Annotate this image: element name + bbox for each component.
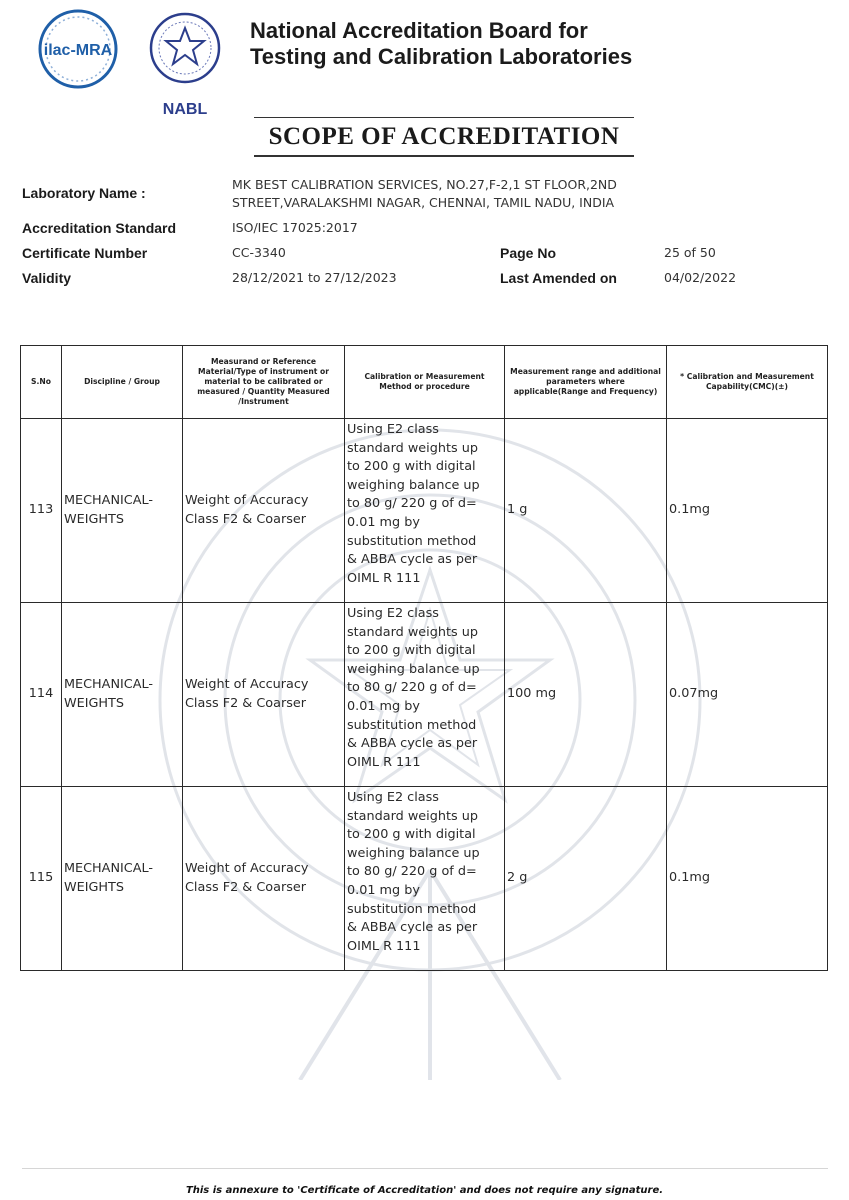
column-header-range: Measurement range and additional parameters where applicable(Range and Frequency) [505,346,667,419]
organization-name [250,18,830,70]
certificate-value: CC-3340 [232,245,286,260]
table-row [21,603,828,787]
cell-measurand: Weight of Accuracy Class F2 & Coarser [183,603,345,787]
lab-name-line-1: MK BEST CALIBRATION SERVICES, NO.27,F-2,1 ST FLOOR,2ND [232,177,617,192]
standard-label: Accreditation Standard [22,220,177,236]
cell-range: 1 g [505,419,667,603]
table-header-row [21,346,828,419]
cell-method: Using E2 class standard weights up to 200 g with digital weighing balance up to 80 g/ 220 g of d= 0.01 mg by substitution method & ABBA cycle as per OIML R 111 [345,603,505,787]
standard-value: ISO/IEC 17025:2017 [232,220,358,235]
column-header-sno: S.No [21,346,62,419]
page-no-value: 25 of 50 [664,245,716,260]
last-amended-label: Last Amended on [500,270,617,286]
org-name-line-1: National Accreditation Board for [250,18,588,43]
cell-method: Using E2 class standard weights up to 200 g with digital weighing balance up to 80 g/ 220 g of d= 0.01 mg by substitution method & ABBA cycle as per OIML R 111 [345,419,505,603]
column-header-measurand: Measurand or Reference Material/Type of instrument or material to be calibrated or measured / Quantity Measured /Instrument [183,346,345,419]
cell-discipline: MECHANICAL- WEIGHTS [62,419,183,603]
lab-name-line-2: STREET,VARALAKSHMI NAGAR, CHENNAI, TAMIL NADU, INDIA [232,195,615,210]
page-no-label: Page No [500,245,557,261]
cell-method: Using E2 class standard weights up to 200 g with digital weighing balance up to 80 g/ 220 g of d= 0.01 mg by substitution method & ABBA cycle as per OIML R 111 [345,787,505,971]
footer-divider [22,1168,828,1169]
ilac-logo-text: ilac-MRA [43,42,113,59]
cell-cmc: 0.1mg [667,419,828,603]
cell-sno: 114 [21,603,62,787]
table-body [21,419,828,971]
scope-table [20,345,828,971]
cell-cmc: 0.1mg [667,787,828,971]
cell-measurand: Weight of Accuracy Class F2 & Coarser [183,419,345,603]
certificate-label: Certificate Number [22,245,148,261]
org-name-line-2: Testing and Calibration Laboratories [250,44,633,69]
lab-name-label: Laboratory Name : [22,185,146,201]
ilac-mra-logo [26,8,130,90]
validity-value: 28/12/2021 to 27/12/2023 [232,270,397,285]
cell-discipline: MECHANICAL- WEIGHTS [62,787,183,971]
cell-discipline: MECHANICAL- WEIGHTS [62,603,183,787]
cell-range: 100 mg [505,603,667,787]
column-header-cmc: * Calibration and Measurement Capability(CMC)(±) [667,346,828,419]
validity-label: Validity [22,270,72,286]
cell-measurand: Weight of Accuracy Class F2 & Coarser [183,787,345,971]
nabl-logo-text: NABL [162,101,208,118]
footer-note: This is annexure to 'Certificate of Accreditation' and does not require any signature. [185,1185,664,1196]
cell-sno: 115 [21,787,62,971]
table-row [21,787,828,971]
cell-sno: 113 [21,419,62,603]
page-title: SCOPE OF ACCREDITATION [254,117,634,157]
table-row [21,419,828,603]
cell-range: 2 g [505,787,667,971]
nabl-logo [145,8,225,120]
column-header-method: Calibration or Measurement Method or procedure [345,346,505,419]
last-amended-value: 04/02/2022 [664,270,737,285]
column-header-discipline: Discipline / Group [62,346,183,419]
cell-cmc: 0.07mg [667,603,828,787]
